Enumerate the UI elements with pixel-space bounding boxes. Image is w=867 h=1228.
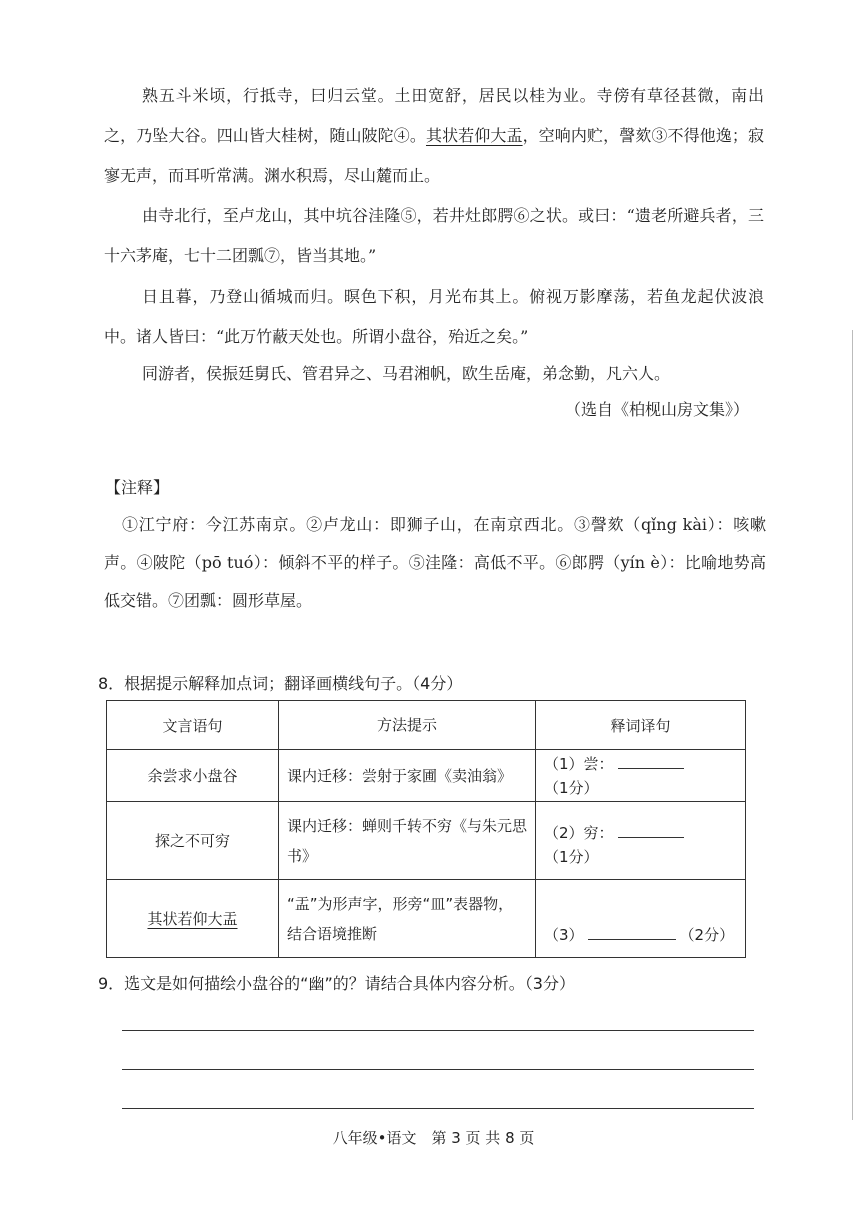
sentence-cell: 探之不可穷 — [107, 802, 279, 880]
page-footer: 八年级•语文 第 3 页 共 8 页 — [332, 1129, 535, 1147]
passage-paragraph-2: 由寺北行，至卢龙山，其中坑谷洼隆⑤，若井灶郎腭⑥之状。或曰：“遗老所避兵者，三十六茅庵，七十二团瓢⑦，皆当其地。” — [104, 206, 764, 265]
answer-blank[interactable] — [618, 837, 684, 838]
table-header: 方法提示 — [279, 701, 536, 750]
underlined-sentence: 其状若仰大盂 — [147, 910, 238, 928]
hint-cell: 课内迁移：尝射于家圃《卖油翁》 — [279, 750, 536, 802]
table-row — [107, 802, 746, 880]
hint-cell: 课内迁移：蝉则千转不穷《与朱元思书》 — [279, 802, 536, 880]
scan-edge-line — [852, 330, 853, 1120]
sentence-cell: 余尝求小盘谷 — [107, 750, 279, 802]
score-label: （1分） — [544, 778, 599, 797]
score-label: （2分） — [679, 926, 735, 944]
passage-text: 熟五斗米顷，行抵寺，曰归云堂。土田宽舒，居民以桂为业。寺傍有草径甚微，南出之，乃坠大谷。四山皆大桂树，随山陂陀④。 — [104, 86, 764, 145]
answer-blank[interactable] — [588, 939, 676, 940]
table-header-row — [107, 701, 746, 750]
hint-cell: “盂”为形声字，形旁“皿”表器物，结合语境推断 — [279, 880, 536, 958]
table-row — [107, 750, 746, 802]
answer-cell[interactable] — [536, 880, 746, 958]
answer-label: （1）尝： — [544, 754, 614, 773]
answer-cell[interactable] — [536, 802, 746, 880]
passage-source: （选自《柏枧山房文集》） — [564, 400, 749, 419]
answer-blank[interactable] — [618, 768, 684, 769]
answer-cell[interactable] — [536, 750, 746, 802]
passage-text: ，空响内贮，謦欬③不得他逸；寂寥无声，而耳听常满。渊水积焉，尽山麓而止。 — [104, 126, 764, 185]
underlined-sentence: 其状若仰大盂 — [425, 126, 523, 145]
answer-line[interactable] — [122, 1069, 754, 1070]
answer-line[interactable] — [122, 1108, 754, 1109]
question-8-table — [106, 700, 746, 958]
table-row — [107, 880, 746, 958]
answer-label: （2）穷： — [544, 824, 614, 842]
notes-text: ①江宁府：今江苏南京。②卢龙山：即狮子山，在南京西北。③謦欬（qǐng kài）：咳嗽声。④陂陀（pō tuó）：倾斜不平的样子。⑤洼隆：高低不平。⑥郎腭（yín è）：比喻地势高低交错。⑦团瓢：圆形草屋。 — [104, 515, 766, 610]
passage-paragraph-1 — [104, 76, 764, 196]
passage-paragraph-4: 同游者，侯振廷舅氏、管君异之、马君湘帆，欧生岳庵，弟念勤，凡六人。 — [142, 364, 671, 383]
question-8-title: 8．根据提示解释加点词；翻译画横线句子。（4分） — [98, 674, 463, 693]
answer-line[interactable] — [122, 1030, 754, 1031]
passage-paragraph-3: 日且暮，乃登山循城而归。暝色下积，月光布其上。俯视万影摩荡，若鱼龙起伏波浪中。诸人皆曰：“此万竹蔽天处也。所谓小盘谷，殆近之矣。” — [104, 287, 764, 346]
notes-title: 【注释】 — [105, 478, 170, 497]
sentence-cell — [107, 880, 279, 958]
score-label: （1分） — [544, 848, 599, 866]
question-9-title: 9．选文是如何描绘小盘谷的“幽”的？请结合具体内容分析。（3分） — [98, 974, 575, 993]
answer-label: （3） — [544, 926, 584, 944]
table-header: 文言语句 — [107, 701, 279, 750]
table-header: 释词译句 — [536, 701, 746, 750]
